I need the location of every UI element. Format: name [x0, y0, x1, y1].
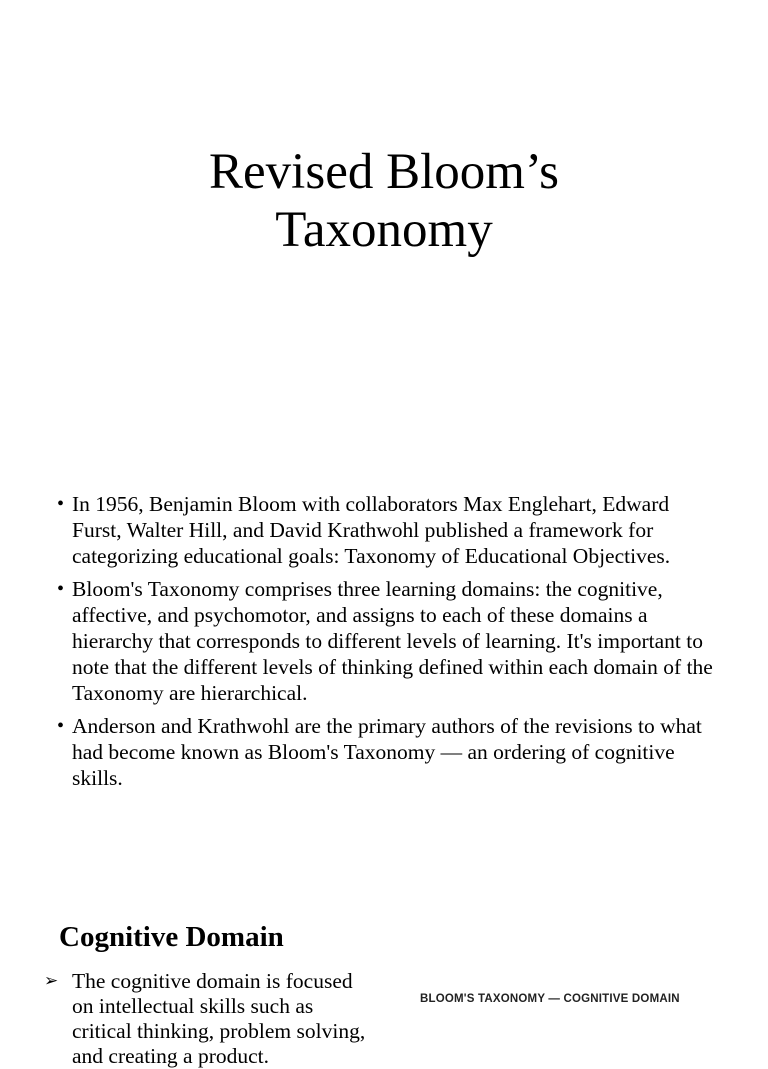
intro-slide — [0, 468, 768, 886]
slide-title — [100, 143, 668, 259]
intro-bullet-text: Anderson and Krathwohl are the primary authors of the revisions to what had become known as Bloom's Taxonomy — an ordering of cognitive skills. — [72, 714, 702, 790]
intro-bullet-list — [56, 492, 716, 800]
cognitive-bullet-text: The cognitive domain is focused on intellectual skills such as critical thinking, problem solving, and creating a product. — [72, 969, 366, 1068]
slide-title-line-2: Taxonomy — [275, 202, 493, 258]
intro-bullet-text: Bloom's Taxonomy comprises three learning domains: the cognitive, affective, and psychomotor, and assigns to each of these domains a hierarchy that corresponds to different levels of learning. It's important to note that the different levels of thinking defined within each domain of the Taxonomy are hierarchical. — [72, 577, 713, 705]
intro-bullet-text: In 1956, Benjamin Bloom with collaborators Max Englehart, Edward Furst, Walter Hill, and David Krathwohl published a framework for categorizing educational goals: Taxonomy of Educational Objectives. — [72, 492, 671, 568]
bullet-dot-icon: • — [57, 715, 65, 738]
cognitive-slide — [0, 886, 768, 1068]
title-slide — [0, 0, 768, 468]
section-heading: Cognitive Domain — [59, 921, 284, 953]
intro-bullet-item — [56, 577, 716, 706]
slide-title-line-1: Revised Bloom’s — [209, 144, 559, 200]
figure-caption: BLOOM'S TAXONOMY — COGNITIVE DOMAIN — [420, 993, 680, 1005]
intro-bullet-item — [56, 714, 716, 791]
arrow-bullet-icon: ➢ — [44, 971, 59, 991]
bullet-dot-icon: • — [57, 493, 65, 515]
cognitive-bullet-item — [44, 969, 374, 1069]
bullet-dot-icon: • — [57, 578, 65, 601]
intro-bullet-item — [56, 492, 716, 569]
